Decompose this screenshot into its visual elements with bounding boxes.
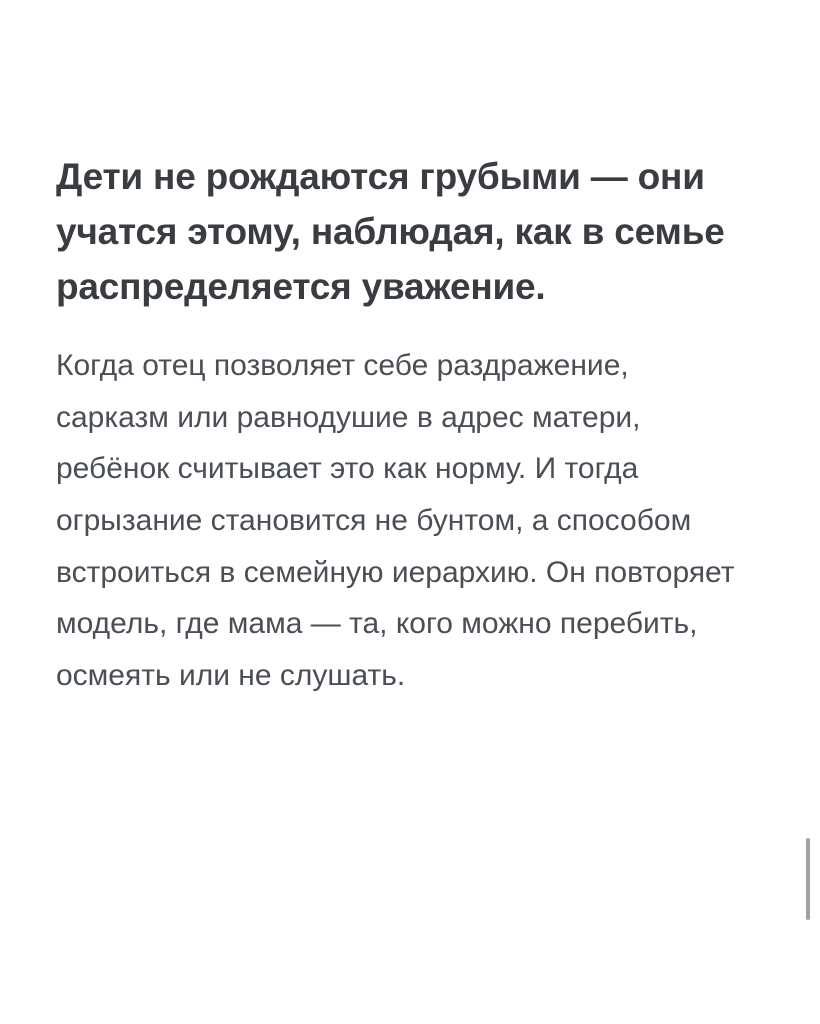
vertical-scrollbar-thumb[interactable]: [806, 838, 810, 920]
article-body: [56, 340, 736, 701]
body-paragraph: Когда отец позволяет себе раздражение, сарказм или равнодушие в адрес матери, ребёнок считывает это как норму. И тогда огрызание становится не бунтом, а способом встроиться в семейную иерархию. Он повторяет модель, где мама — та, кого можно перебить, осмеять или не слушать.: [56, 349, 735, 692]
page-title: Дети не рождаются грубыми — они учатся этому, наблюдая, как в семье распределяется уважение.: [56, 156, 725, 307]
